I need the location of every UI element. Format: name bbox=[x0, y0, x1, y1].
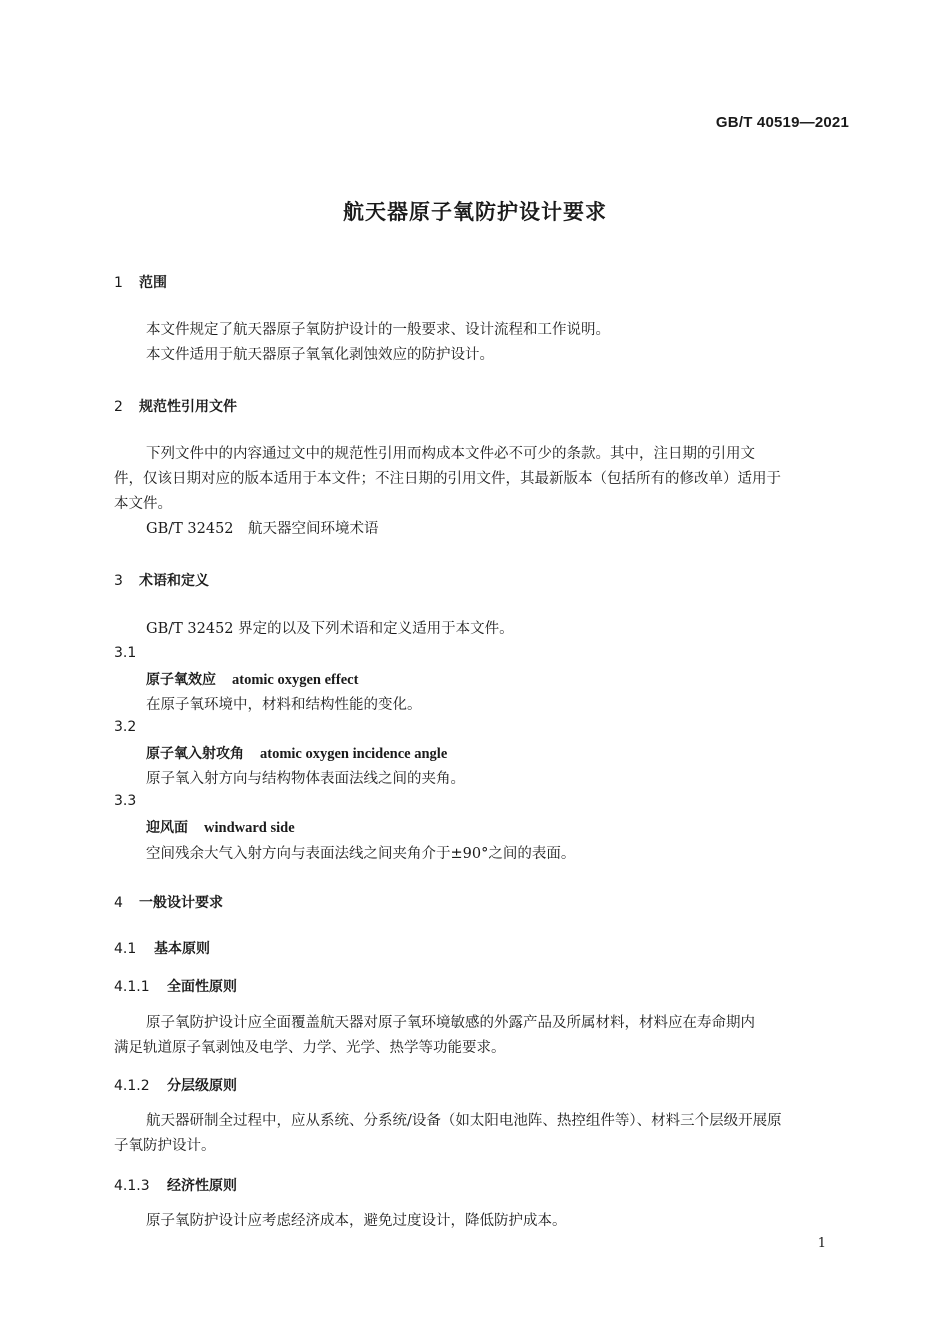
section-3-heading bbox=[114, 570, 209, 590]
paragraph-line: 满足轨道原子氧剥蚀及电学、力学、光学、热学等功能要求。 bbox=[114, 1040, 506, 1056]
subsection-4-1-3-heading bbox=[114, 1175, 237, 1195]
section-number: 4 bbox=[114, 895, 123, 911]
section-title: 一般设计要求 bbox=[139, 895, 223, 911]
paragraph-line: 下列文件中的内容通过文中的规范性引用而构成本文件必不可少的条款。其中，注日期的引用文 bbox=[146, 446, 755, 462]
section-1-body bbox=[114, 318, 850, 368]
paragraph-line: 子氧防护设计。 bbox=[114, 1138, 216, 1154]
term-number: 3.3 bbox=[114, 793, 137, 809]
section-title: 经济性原则 bbox=[167, 1178, 237, 1194]
section-number: 4.1.1 bbox=[114, 979, 150, 995]
paragraph: 本文件适用于航天器原子氧氧化剥蚀效应的防护设计。 bbox=[146, 347, 494, 363]
term-zh: 原子氧效应 bbox=[146, 672, 216, 688]
term-en: atomic oxygen effect bbox=[232, 672, 359, 688]
term-definition: 空间残余大气入射方向与表面法线之间夹角介于±90°之间的表面。 bbox=[146, 846, 576, 862]
section-number: 4.1.2 bbox=[114, 1078, 150, 1094]
section-number: 2 bbox=[114, 399, 123, 415]
term-definition: 在原子氧环境中，材料和结构性能的变化。 bbox=[146, 697, 422, 713]
subsection-4-1-1-body bbox=[114, 1011, 850, 1061]
section-number: 4.1.3 bbox=[114, 1178, 150, 1194]
term-zh: 原子氧入射攻角 bbox=[146, 746, 244, 762]
term-entry bbox=[146, 743, 447, 763]
term-en: windward side bbox=[204, 820, 295, 836]
normative-reference: GB/T 32452 航天器空间环境术语 bbox=[146, 521, 379, 537]
section-title: 规范性引用文件 bbox=[139, 399, 237, 415]
section-2-heading bbox=[114, 396, 237, 416]
term-number: 3.1 bbox=[114, 645, 137, 661]
section-title: 全面性原则 bbox=[167, 979, 237, 995]
subsection-4-1-2-body bbox=[114, 1109, 850, 1159]
subsection-4-1-2-heading bbox=[114, 1075, 237, 1095]
term-en: atomic oxygen incidence angle bbox=[260, 746, 448, 762]
section-number: 4.1 bbox=[114, 941, 137, 957]
section-1-heading bbox=[114, 272, 167, 292]
term-definition: 原子氧入射方向与结构物体表面法线之间的夹角。 bbox=[146, 771, 465, 787]
page-number: 1 bbox=[817, 1236, 826, 1251]
section-title: 分层级原则 bbox=[167, 1078, 237, 1094]
paragraph-line: 原子氧防护设计应考虑经济成本，避免过度设计，降低防护成本。 bbox=[146, 1213, 567, 1229]
paragraph-line: 航天器研制全过程中，应从系统、分系统/设备（如太阳电池阵、热控组件等）、材料三个层级开展原 bbox=[146, 1113, 782, 1129]
section-number: 3 bbox=[114, 573, 123, 589]
paragraph-line: 本文件。 bbox=[114, 496, 172, 512]
subsection-4-1-1-heading bbox=[114, 976, 237, 996]
subsection-4-1-heading bbox=[114, 938, 210, 958]
paragraph-line: 原子氧防护设计应全面覆盖航天器对原子氧环境敏感的外露产品及所属材料，材料应在寿命期内 bbox=[146, 1015, 755, 1031]
paragraph: GB/T 32452 界定的以及下列术语和定义适用于本文件。 bbox=[146, 621, 514, 637]
term-zh: 迎风面 bbox=[146, 820, 188, 836]
section-title: 术语和定义 bbox=[139, 573, 209, 589]
paragraph-line: 件，仅该日期对应的版本适用于本文件；不注日期的引用文件，其最新版本（包括所有的修改单）适用于 bbox=[114, 471, 781, 487]
paragraph: 本文件规定了航天器原子氧防护设计的一般要求、设计流程和工作说明。 bbox=[146, 322, 610, 338]
term-entry bbox=[146, 669, 358, 689]
subsection-4-1-3-body bbox=[114, 1209, 850, 1234]
page-title: 航天器原子氧防护设计要求 bbox=[343, 200, 607, 224]
section-4-heading bbox=[114, 892, 223, 912]
term-number: 3.2 bbox=[114, 719, 137, 735]
term-entry bbox=[146, 817, 295, 837]
document-code: GB/T 40519—2021 bbox=[715, 114, 849, 131]
section-2-body bbox=[114, 442, 850, 542]
section-title: 基本原则 bbox=[154, 941, 210, 957]
section-number: 1 bbox=[114, 275, 123, 291]
section-title: 范围 bbox=[139, 275, 167, 291]
section-3-intro bbox=[114, 617, 850, 642]
